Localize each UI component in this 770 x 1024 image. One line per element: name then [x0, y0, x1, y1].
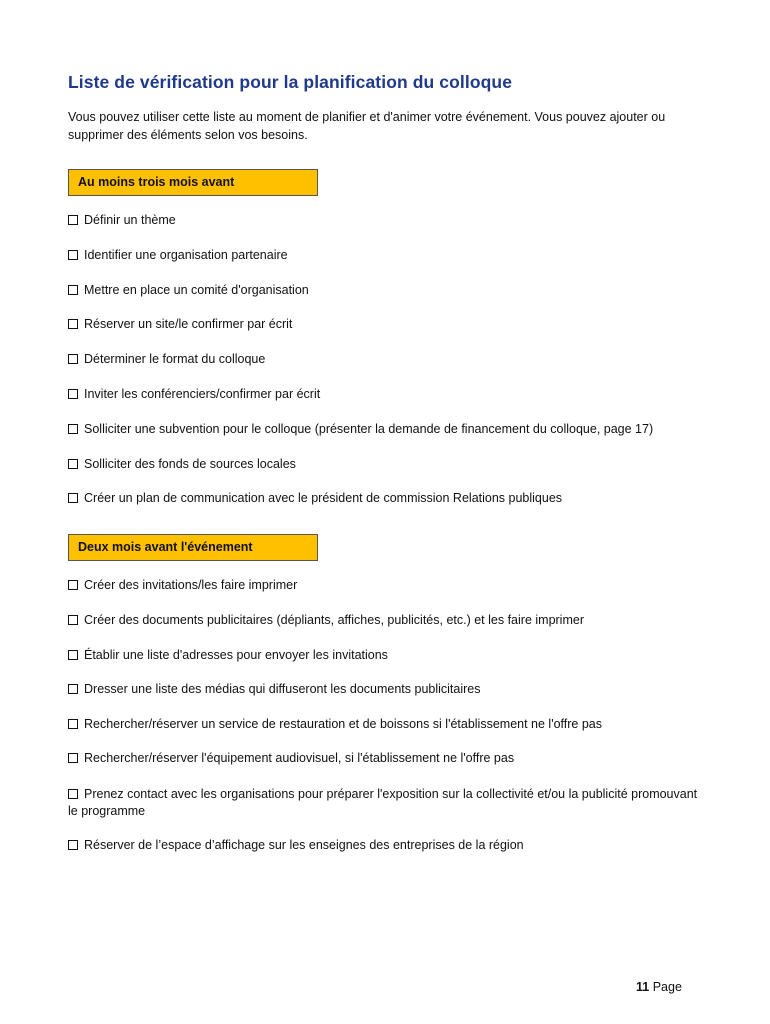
checklist-item-label: Rechercher/réserver l'équipement audiovisuel, si l'établissement ne l'offre pas: [84, 751, 515, 765]
checkbox[interactable]: [68, 354, 78, 364]
checkbox[interactable]: [68, 389, 78, 399]
checkbox[interactable]: [68, 684, 78, 694]
checklist-item: [68, 247, 708, 264]
checklist-item: [68, 490, 708, 507]
checkbox[interactable]: [68, 493, 78, 503]
checkbox[interactable]: [68, 319, 78, 329]
checklist-item: [68, 456, 708, 473]
checkbox[interactable]: [68, 459, 78, 469]
checklist-item-label: Solliciter des fonds de sources locales: [84, 457, 296, 471]
checkbox[interactable]: [68, 719, 78, 729]
checklist-item: [68, 612, 708, 629]
page-label: Page: [652, 980, 682, 994]
checklist-item-label: Rechercher/réserver un service de restauration et de boissons si l'établissement ne l'offre pas: [84, 717, 602, 731]
checklist-item-label: Solliciter une subvention pour le colloque (présenter la demande de financement du colloque, page 17): [84, 422, 654, 436]
page-number: 11: [636, 980, 650, 994]
checkbox[interactable]: [68, 215, 78, 225]
checklist-item-label: Identifier une organisation partenaire: [84, 248, 288, 262]
checkbox[interactable]: [68, 840, 78, 850]
checklist-item-label: Réserver de l’espace d’affichage sur les enseignes des entreprises de la région: [84, 838, 524, 852]
section-header-three-months: Au moins trois mois avant: [68, 169, 318, 196]
checklist-item: [68, 577, 708, 594]
checklist-item-label: Définir un thème: [84, 213, 176, 227]
checklist-item-label: Dresser une liste des médias qui diffuseront les documents publicitaires: [84, 682, 481, 696]
checkbox[interactable]: [68, 615, 78, 625]
checklist-item: [68, 647, 708, 664]
checklist-item-label: Créer des invitations/les faire imprimer: [84, 578, 298, 592]
checklist-item: [68, 351, 708, 368]
intro-paragraph: Vous pouvez utiliser cette liste au moment de planifier et d'animer votre événement. Vous pouvez ajouter ou supprimer des éléments selon vos besoins.: [68, 110, 666, 142]
page-title: Liste de vérification pour la planification du colloque: [68, 72, 513, 92]
checklist-item: [68, 750, 708, 767]
checklist-item-label: Mettre en place un comité d'organisation: [84, 283, 309, 297]
checkbox[interactable]: [68, 650, 78, 660]
checklist-item: [68, 212, 708, 229]
checklist-item: [68, 716, 708, 733]
checklist-item: [68, 786, 708, 820]
checklist-item-label: Prenez contact avec les organisations pour préparer l'exposition sur la collectivité et/ou la publicité promouvant le programme: [68, 787, 698, 818]
checkbox[interactable]: [68, 580, 78, 590]
checkbox[interactable]: [68, 753, 78, 763]
checklist-item-label: Créer un plan de communication avec le président de commission Relations publiques: [84, 491, 563, 505]
checklist-item: [68, 386, 708, 403]
checklist-item-label: Établir une liste d'adresses pour envoyer les invitations: [84, 648, 388, 662]
checkbox[interactable]: [68, 424, 78, 434]
page-footer: [636, 980, 682, 994]
checklist-item: [68, 421, 708, 438]
checklist-item-label: Inviter les conférenciers/confirmer par écrit: [84, 387, 321, 401]
checkbox[interactable]: [68, 789, 78, 799]
checklist-item: [68, 837, 708, 854]
checklist-item: [68, 316, 708, 333]
checklist-item: [68, 681, 708, 698]
checklist-item: [68, 282, 708, 299]
section-header-two-months: Deux mois avant l'événement: [68, 534, 318, 561]
checklist-item-label: Déterminer le format du colloque: [84, 352, 266, 366]
checkbox[interactable]: [68, 250, 78, 260]
checkbox[interactable]: [68, 285, 78, 295]
checklist-item-label: Réserver un site/le confirmer par écrit: [84, 317, 293, 331]
checklist-item-label: Créer des documents publicitaires (dépliants, affiches, publicités, etc.) et les faire imprimer: [84, 613, 584, 627]
